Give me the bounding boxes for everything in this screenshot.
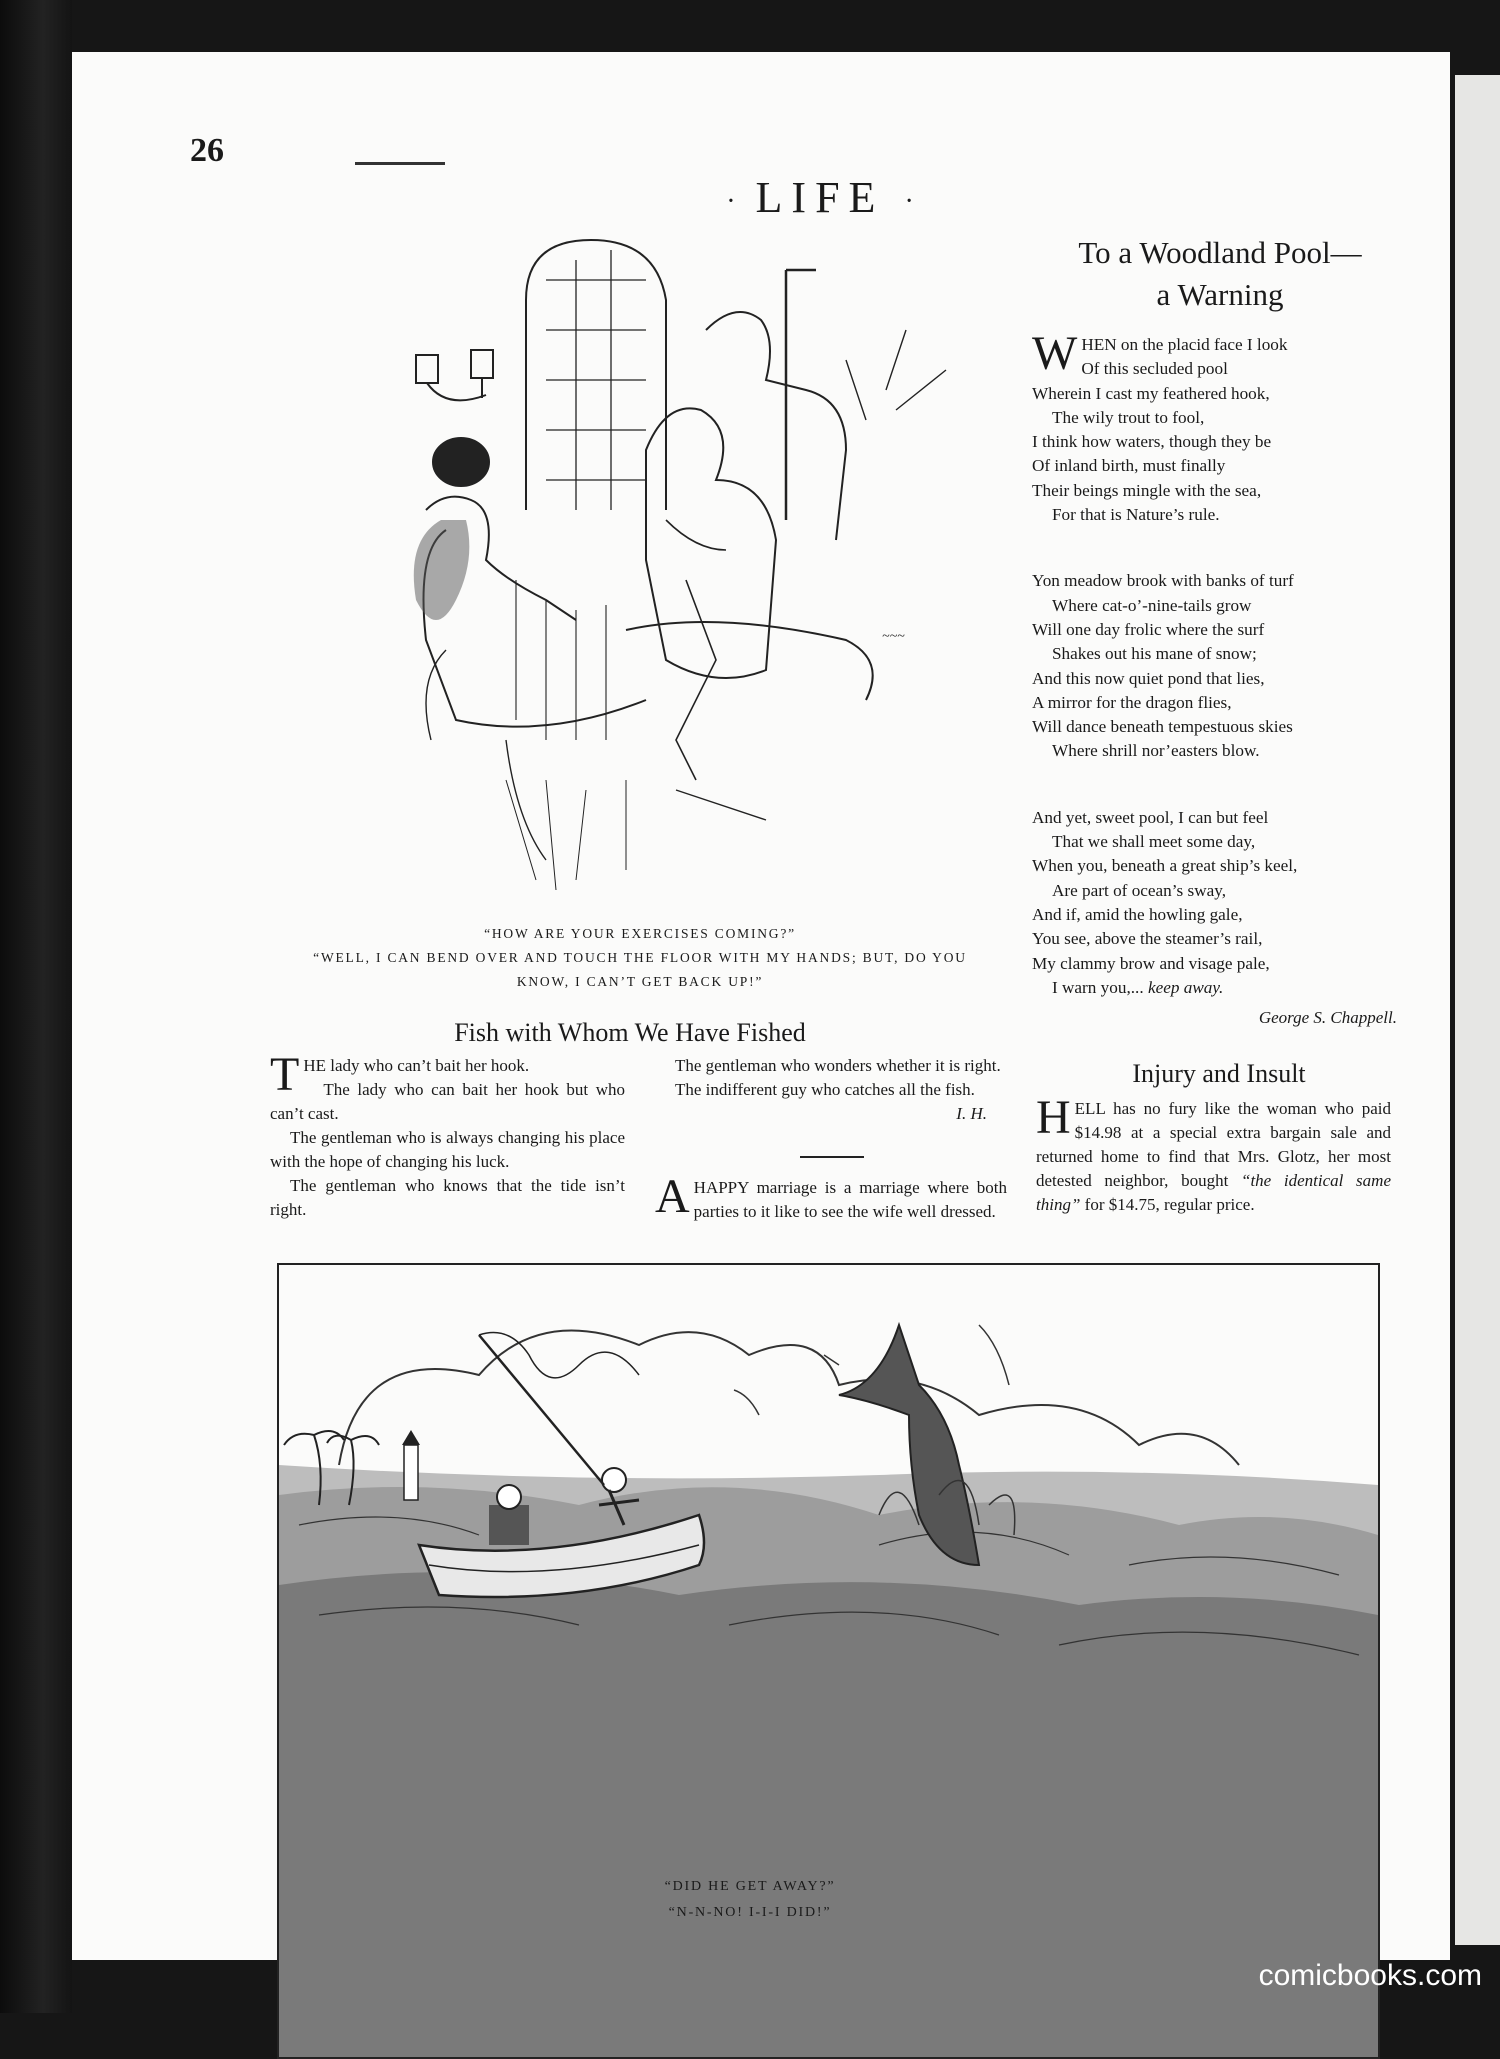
poem-title-line: To a Woodland Pool— xyxy=(1078,235,1362,270)
poem-line: Shakes out his mane of snow; xyxy=(1052,644,1257,664)
dropcap: H xyxy=(1036,1091,1071,1144)
fish-article-col2 xyxy=(655,1054,1007,1126)
dropcap: W xyxy=(1032,327,1078,380)
bottom-cartoon-caption xyxy=(540,1874,960,1926)
caption-line: KNOW, I CAN’T GET BACK UP!” xyxy=(516,974,764,989)
poem-stanza-3 xyxy=(1032,806,1437,1000)
poem-line: That we shall meet some day, xyxy=(1052,832,1256,852)
poem-line: I think how waters, though they be xyxy=(1032,432,1272,452)
article-initials: I. H. xyxy=(956,1104,987,1123)
poem-line: Where cat-o’-nine-tails grow xyxy=(1052,595,1252,615)
poem-title xyxy=(1030,232,1410,316)
poem-line: A mirror for the dragon flies, xyxy=(1032,692,1232,712)
caption-line: “WELL, I CAN BEND OVER AND TOUCH THE FLOOR WITH MY HANDS; BUT, DO YOU xyxy=(313,950,967,965)
illustration-fishing-mermaid xyxy=(279,1265,1378,2057)
caption-line: “HOW ARE YOUR EXERCISES COMING?” xyxy=(484,926,796,941)
fishing-cartoon-frame xyxy=(277,1263,1380,2059)
fish-item-last xyxy=(655,1078,1007,1123)
fish-article-title: Fish with Whom We Have Fished xyxy=(454,1018,806,1047)
injury-emphasis: “the identical same thing” xyxy=(1036,1171,1391,1214)
poem-line: And this now quiet pond that lies, xyxy=(1032,668,1265,688)
caption-line: “DID HE GET AWAY?” xyxy=(664,1879,836,1894)
poem-line: Will dance beneath tempestuous skies xyxy=(1032,717,1293,737)
artist-signature-top: ~~~ xyxy=(882,629,905,644)
caption-line: “N-N-NO! I-I-I DID!” xyxy=(668,1905,832,1920)
wall-sconce-left xyxy=(416,355,438,383)
poem-line: Of this secluded pool xyxy=(1081,359,1228,379)
fish-item-text: The indifferent guy who catches all the fish. xyxy=(675,1080,975,1099)
poem-stanza-1 xyxy=(1032,327,1437,527)
poem-line: You see, above the steamer’s rail, xyxy=(1032,929,1263,949)
marriage-note xyxy=(655,1170,1007,1224)
poem-line-text: I warn you,... xyxy=(1052,977,1148,997)
poem-emphasis: keep away. xyxy=(1147,977,1224,997)
poem-line: Will one day frolic where the surf xyxy=(1032,619,1265,639)
poem-body xyxy=(1032,327,1437,1028)
lighthouse xyxy=(402,1430,420,1500)
injury-article-body xyxy=(1036,1091,1391,1217)
illustration-dressing-room xyxy=(246,220,1016,910)
scan-border-left xyxy=(0,0,72,2013)
section-rule xyxy=(800,1156,864,1158)
maid-figure xyxy=(706,312,846,540)
injury-text: for $14.75, regular price. xyxy=(1080,1195,1255,1214)
poem-line: My clammy brow and visage pale, xyxy=(1032,953,1270,973)
poem-line: When you, beneath a great ship’s keel, xyxy=(1032,856,1298,876)
poem-line: Are part of ocean’s sway, xyxy=(1052,880,1227,900)
poem-line: HEN on the placid face I look xyxy=(1081,335,1288,354)
poem-line: For that is Nature’s rule. xyxy=(1052,505,1220,525)
poem-stanza-2 xyxy=(1032,569,1437,763)
fish-item: The gentleman who is always changing his place with the hope of changing his luck. xyxy=(270,1128,625,1171)
injury-article-title: Injury and Insult xyxy=(1132,1059,1306,1088)
poem-line: And if, amid the howling gale, xyxy=(1032,904,1243,924)
flowers xyxy=(846,330,946,420)
poem-line: Wherein I cast my feathered hook, xyxy=(1032,383,1270,403)
top-cartoon-caption xyxy=(260,922,1020,994)
ornament-dot-left: · xyxy=(726,185,736,217)
site-watermark: comicbooks.com xyxy=(1258,1959,1482,1992)
poem-line: Their beings mingle with the sea, xyxy=(1032,480,1262,500)
marriage-note-text: HAPPY marriage is a marriage where both parties to it like to see the wife well dressed. xyxy=(693,1178,1007,1221)
poem-line: And yet, sweet pool, I can but feel xyxy=(1032,807,1269,827)
poem-title-line: a Warning xyxy=(1156,277,1284,312)
fish-article-col1 xyxy=(270,1048,625,1222)
scan-smudge-mark xyxy=(355,162,445,165)
poem-line: Of inland birth, must finally xyxy=(1032,456,1226,476)
poem-author: George S. Chappell. xyxy=(1258,1008,1397,1028)
poem-line: Where shrill nor’easters blow. xyxy=(1052,741,1260,761)
running-head xyxy=(680,172,960,223)
fish-item: HE lady who can’t bait her hook. xyxy=(303,1056,530,1075)
poem-line: The wily trout to fool, xyxy=(1052,407,1205,427)
fish-item: The gentleman who knows that the tide isn’t right. xyxy=(270,1176,625,1219)
poem-line: Yon meadow brook with banks of turf xyxy=(1032,571,1294,591)
dropcap: A xyxy=(655,1170,690,1223)
page-number: 26 xyxy=(190,132,224,169)
fish-item: The gentleman who wonders whether it is right. xyxy=(675,1056,1001,1075)
dropcap: T xyxy=(270,1048,300,1101)
bob-haircut xyxy=(433,438,489,486)
wall-sconce-right xyxy=(471,350,493,378)
ornament-dot-right: · xyxy=(904,185,914,217)
adjacent-page-edge xyxy=(1455,75,1500,1945)
injury-text: ELL has no fury like the woman who paid $14.98 at a special extra bargain sale and returned home to find that Mrs. Glotz, her most detested neighbor, bought xyxy=(1036,1099,1391,1190)
magazine-title: LIFE xyxy=(755,173,885,222)
fish-item: The lady who can bait her hook but who can’t cast. xyxy=(270,1080,625,1123)
poem-line-final xyxy=(1032,976,1437,1000)
